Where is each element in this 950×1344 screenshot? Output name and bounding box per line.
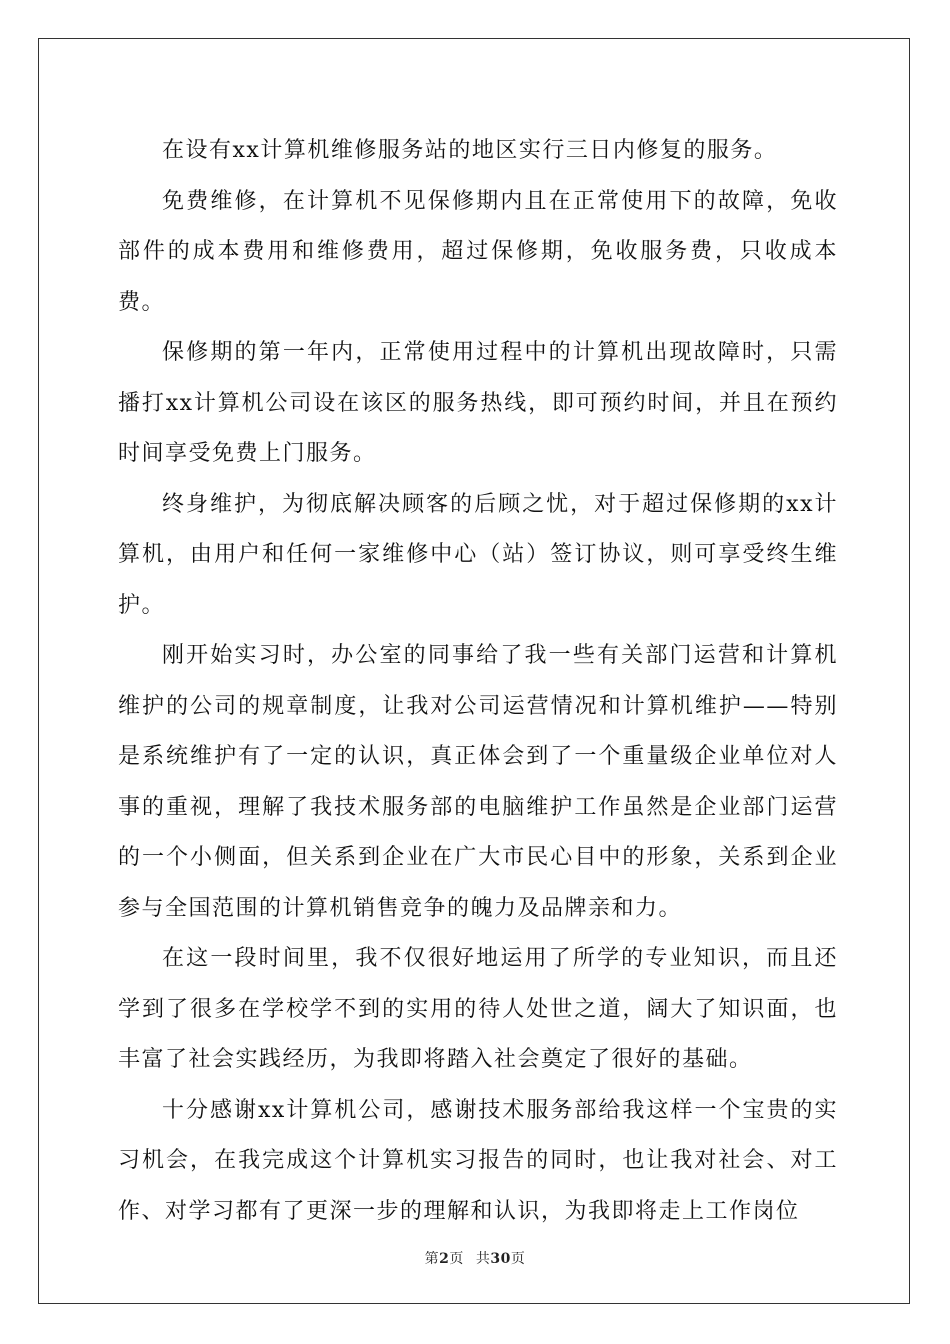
- paragraph: 终身维护，为彻底解决顾客的后顾之忧，对于超过保修期的xx计算机，由用户和任何一家维修中心（站）签订协议，则可享受终生维护。: [118, 491, 838, 618]
- paragraph: 十分感谢xx计算机公司，感谢技术服务部给我这样一个宝贵的实习机会，在我完成这个计算机实习报告的同时，也让我对社会、对工作、对学习都有了更深一步的理解和认识，为我即将走上工作岗位: [118, 1097, 838, 1224]
- total-pages-label: 共30页: [475, 1251, 526, 1267]
- page-number-label: 第2页: [424, 1251, 464, 1267]
- page-footer: [0, 1248, 950, 1268]
- paragraph: 免费维修，在计算机不见保修期内且在正常使用下的故障，免收部件的成本费用和维修费用，超过保修期，免收服务费，只收成本费。: [118, 188, 838, 315]
- paragraph: 在设有xx计算机维修服务站的地区实行三日内修复的服务。: [162, 138, 778, 163]
- paragraph: 刚开始实习时，办公室的同事给了我一些有关部门运营和计算机维护的公司的规章制度，让我对公司运营情况和计算机维护——特别是系统维护有了一定的认识，真正体会到了一个重量级企业单位对人事的重视，理解了我技术服务部的电脑维护工作虽然是企业部门运营的一个小侧面，但关系到企业在广大市民心目中的形象，关系到企业参与全国范围的计算机销售竞争的魄力及品牌亲和力。: [118, 643, 838, 921]
- paragraph: 在这一段时间里，我不仅很好地运用了所学的专业知识，而且还学到了很多在学校学不到的实用的待人处世之道，阔大了知识面，也丰富了社会实践经历，为我即将踏入社会奠定了很好的基础。: [118, 946, 838, 1072]
- paragraph: 保修期的第一年内，正常使用过程中的计算机出现故障时，只需播打xx计算机公司设在该区的服务热线，即可预约时间，并且在预约时间享受免费上门服务。: [118, 340, 838, 466]
- document-body: [118, 126, 838, 1237]
